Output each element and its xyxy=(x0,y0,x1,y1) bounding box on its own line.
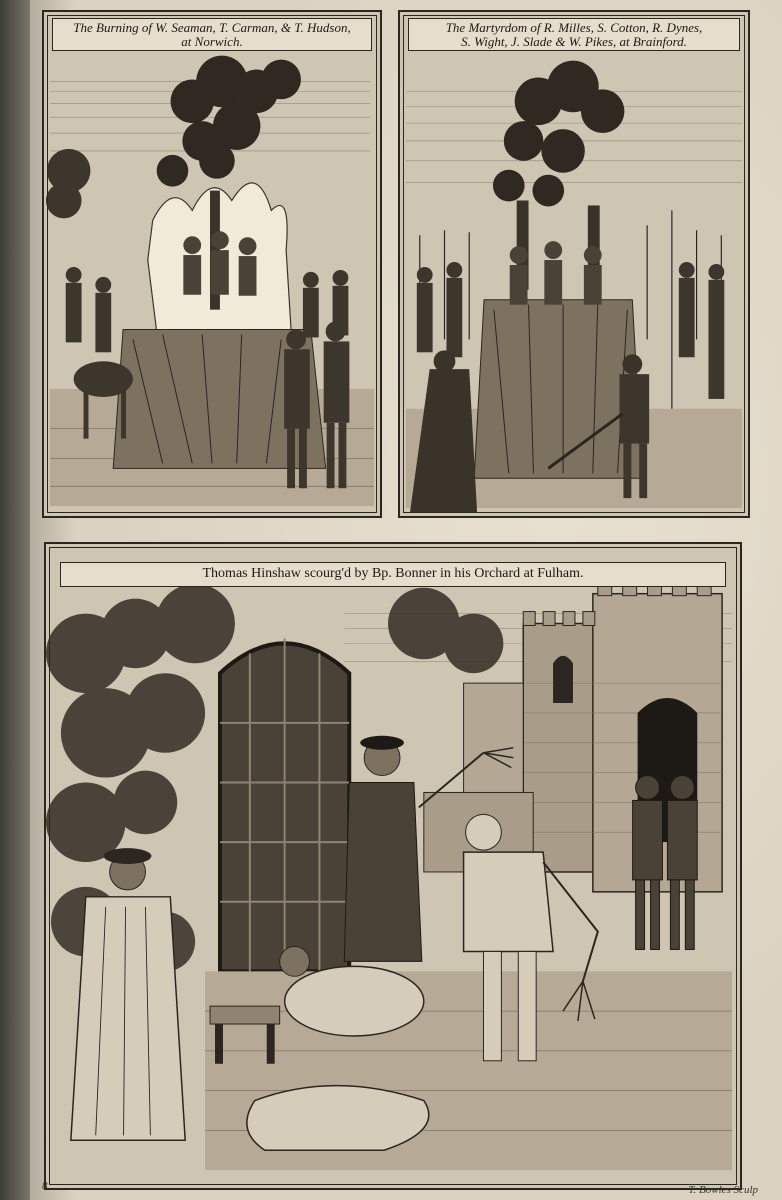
caption-line-2: at Norwich. xyxy=(181,33,243,49)
plate-caption-top-right xyxy=(408,18,740,51)
plate-caption-bottom: Thomas Hinshaw scourg'd by Bp. Bonner in his Orchard at Fulham. xyxy=(60,562,726,587)
martyrdom-scene-illustration xyxy=(400,12,748,516)
plate-caption-top-left xyxy=(52,18,372,51)
engraving-top-left xyxy=(42,10,382,518)
caption-line-1: The Martyrdom of R. Milles, S. Cotton, R. Dynes, xyxy=(445,20,703,35)
burning-scene-illustration xyxy=(44,12,380,516)
engraving-top-right xyxy=(398,10,750,518)
engraving-bottom xyxy=(44,542,742,1190)
engraver-signature: T. Bowles Sculp xyxy=(688,1184,758,1196)
page-number: 8 xyxy=(42,1180,48,1192)
book-page xyxy=(30,0,782,1200)
scourging-scene-illustration xyxy=(46,544,740,1188)
caption-line-2: S. Wight, J. Slade & W. Pikes, at Brainford. xyxy=(461,33,687,49)
caption-line-1: The Burning of W. Seaman, T. Carman, & T. Hudson, xyxy=(73,20,351,35)
